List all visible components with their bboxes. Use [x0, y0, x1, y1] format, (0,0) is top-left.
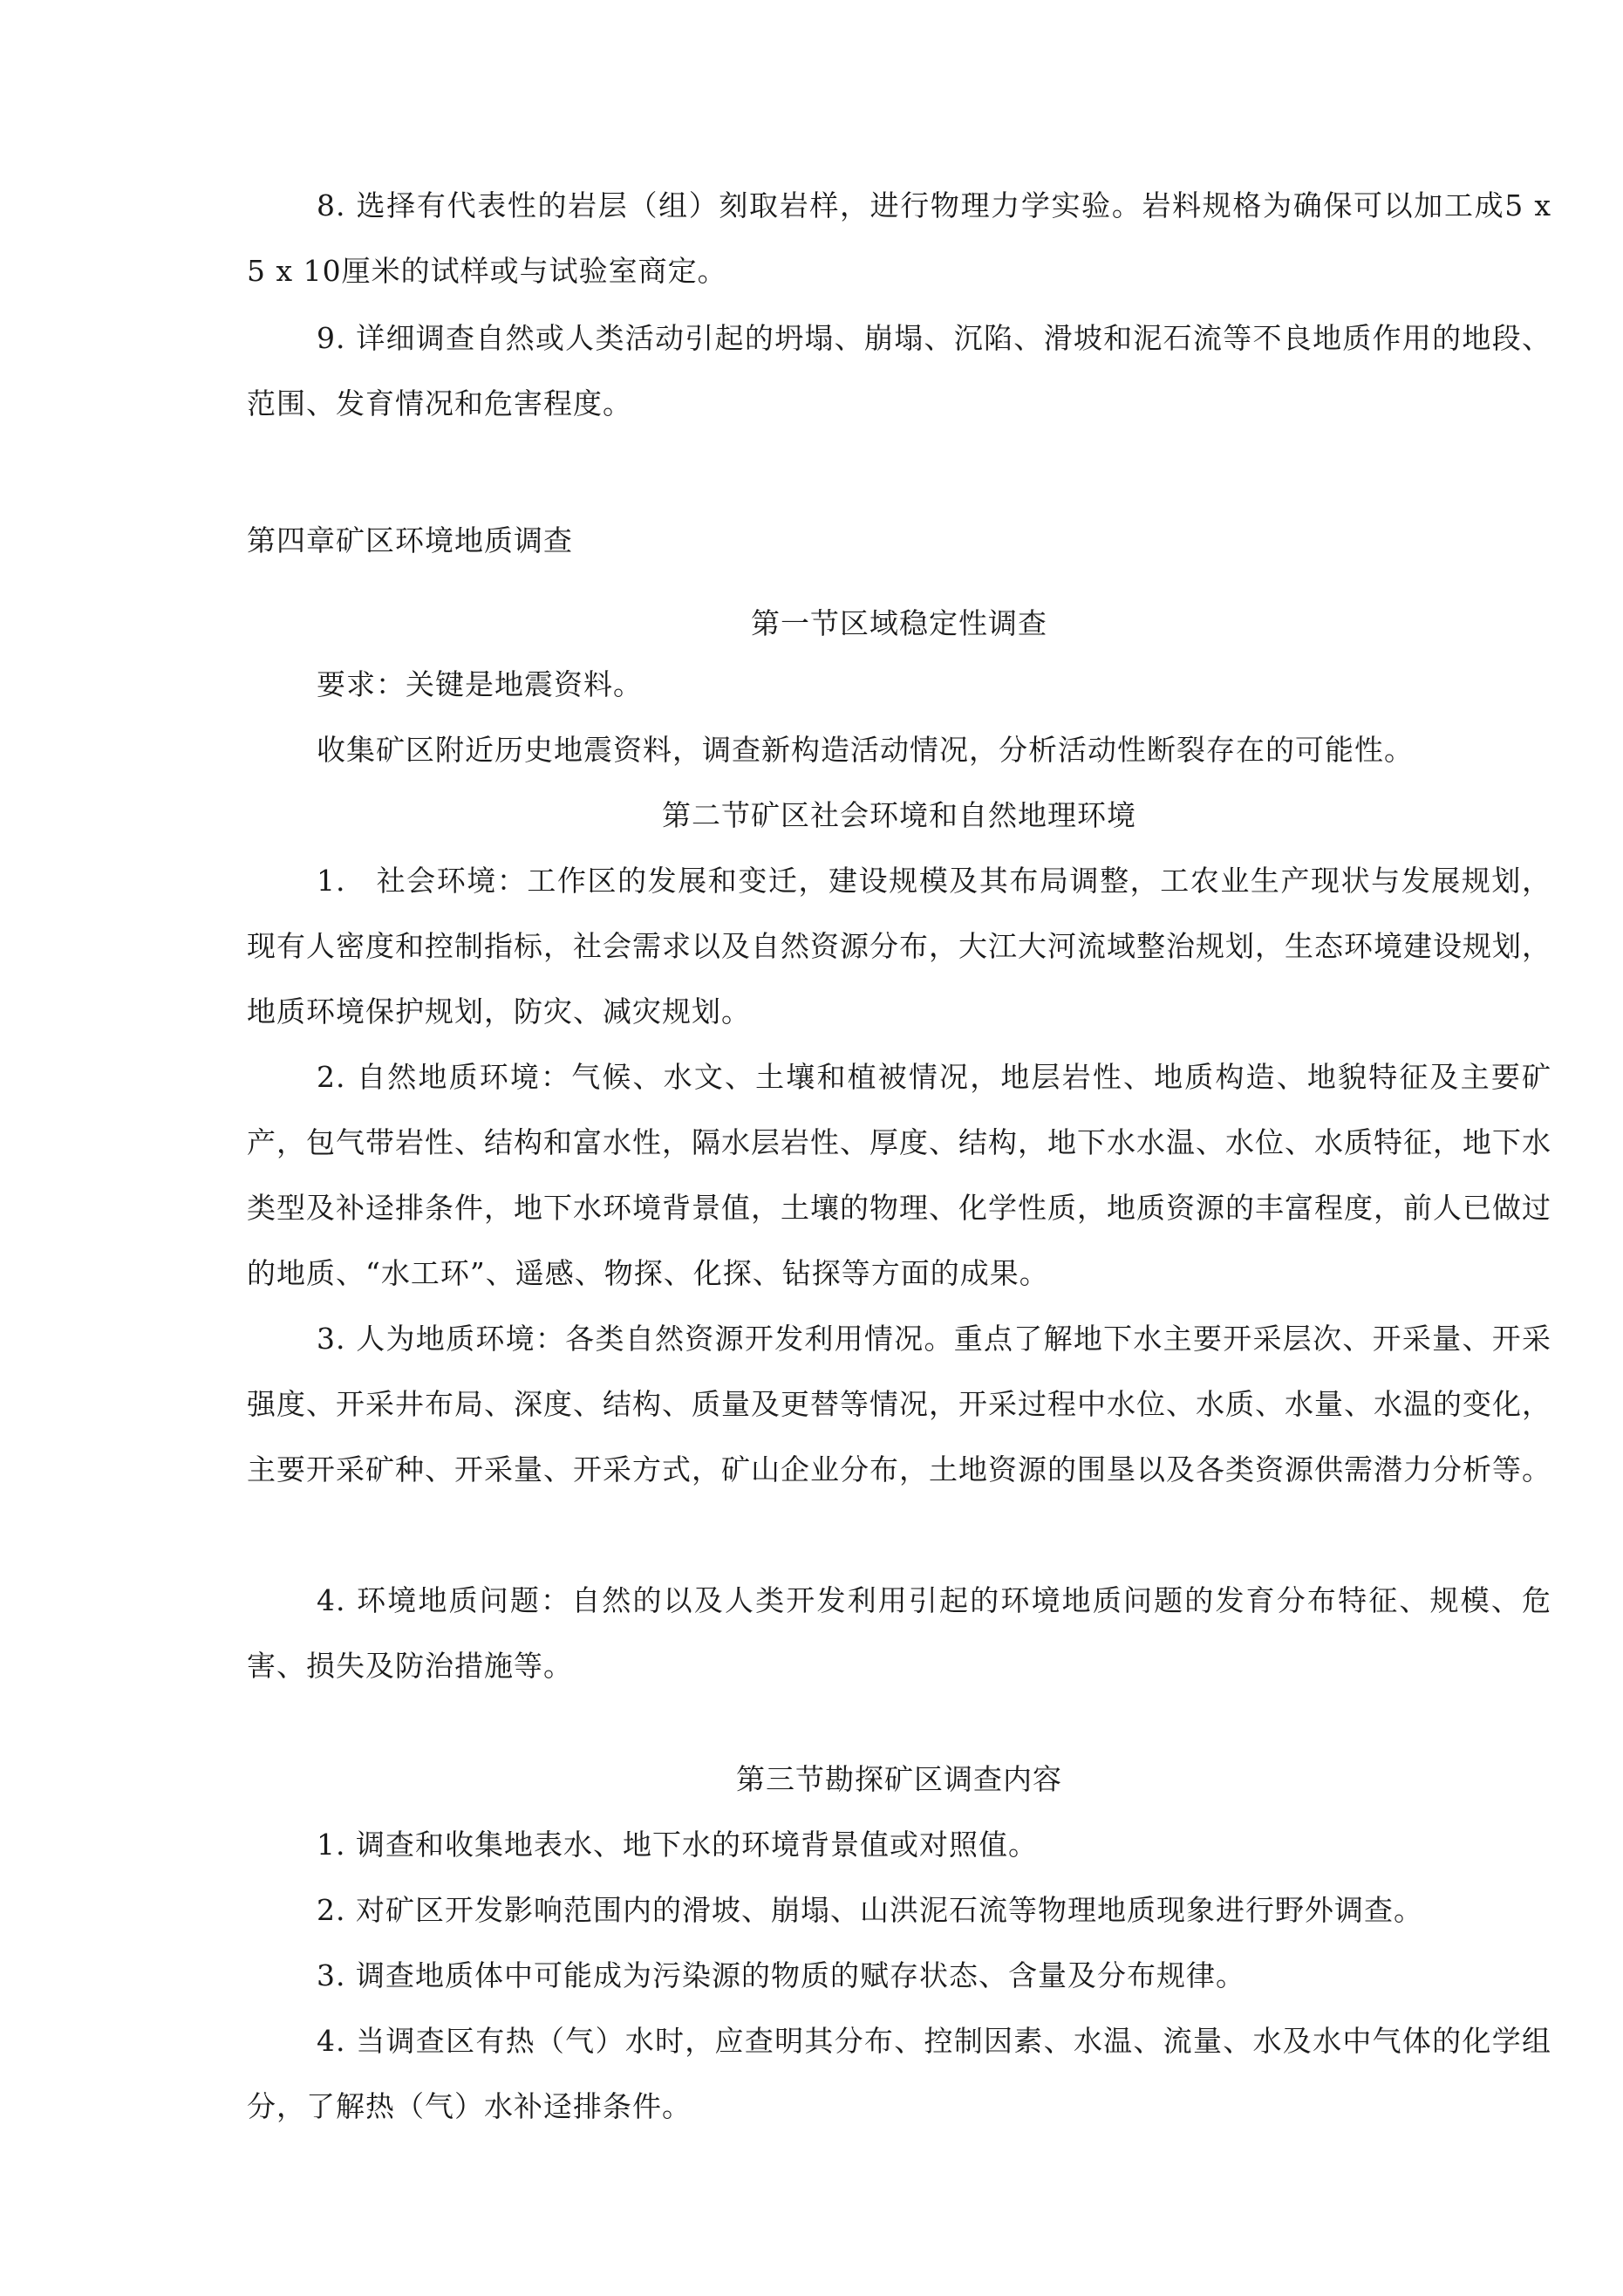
- section-3-item-3: 3. 调查地质体中可能成为污染源的物质的赋存状态、含量及分布规律。: [317, 1958, 1245, 1992]
- section-2-item-1: 1. 社会环境：工作区的发展和变迁，建设规模及其布局调整，工农业生产现状与发展规划，现有人密度和控制指标，社会需求以及自然资源分布，大江大河流域整治规划，生态环境建设规划，地质环境保护规划，防灾、减灾规划。: [247, 864, 1551, 1028]
- section-1-requirement: 要求：关键是地震资料。: [317, 667, 643, 701]
- section-1-body: 收集矿区附近历史地震资料，调查新构造活动情况，分析活动性断裂存在的可能性。: [317, 733, 1414, 767]
- section-3-item-4: 4. 当调查区有热（气）水时，应查明其分布、控制因素、水温、流量、水及水中气体的化学组分，了解热（气）水补迳排条件。: [247, 2024, 1551, 2123]
- section-3-item-1: 1. 调查和收集地表水、地下水的环境背景值或对照值。: [317, 1828, 1038, 1862]
- paragraph-item-9: 9. 详细调查自然或人类活动引起的坍塌、崩塌、沉陷、滑坡和泥石流等不良地质作用的地段、范围、发育情况和危害程度。: [247, 321, 1551, 420]
- chapter-title: 第四章矿区环境地质调查: [247, 523, 573, 557]
- section-3-title: 第三节勘探矿区调查内容: [736, 1762, 1062, 1796]
- paragraph-item-8: 8. 选择有代表性的岩层（组）刻取岩样，进行物理力学实验。岩料规格为确保可以加工成5 x 5 x 10厘米的试样或与试验室商定。: [247, 188, 1551, 288]
- section-1-title: 第一节区域稳定性调查: [751, 606, 1047, 640]
- section-2-item-4: 4. 环境地质问题：自然的以及人类开发利用引起的环境地质问题的发育分布特征、规模、危害、损失及防治措施等。: [247, 1583, 1551, 1683]
- section-2-item-3: 3. 人为地质环境：各类自然资源开发利用情况。重点了解地下水主要开采层次、开采量、开采强度、开采井布局、深度、结构、质量及更替等情况，开采过程中水位、水质、水量、水温的变化，主要开采矿种、开采量、开采方式，矿山企业分布，土地资源的围垦以及各类资源供需潜力分析等。: [247, 1322, 1551, 1486]
- section-3-item-2: 2. 对矿区开发影响范围内的滑坡、崩塌、山洪泥石流等物理地质现象进行野外调查。: [317, 1893, 1423, 1927]
- section-2-title: 第二节矿区社会环境和自然地理环境: [662, 798, 1136, 832]
- section-2-item-2: 2. 自然地质环境：气候、水文、土壤和植被情况，地层岩性、地质构造、地貌特征及主要矿产，包气带岩性、结构和富水性，隔水层岩性、厚度、结构，地下水水温、水位、水质特征，地下水类型及补迳排条件，地下水环境背景值，土壤的物理、化学性质，地质资源的丰富程度，前人已做过的地质、“水工环”、遥感、物探、化探、钻探等方面的成果。: [247, 1060, 1551, 1290]
